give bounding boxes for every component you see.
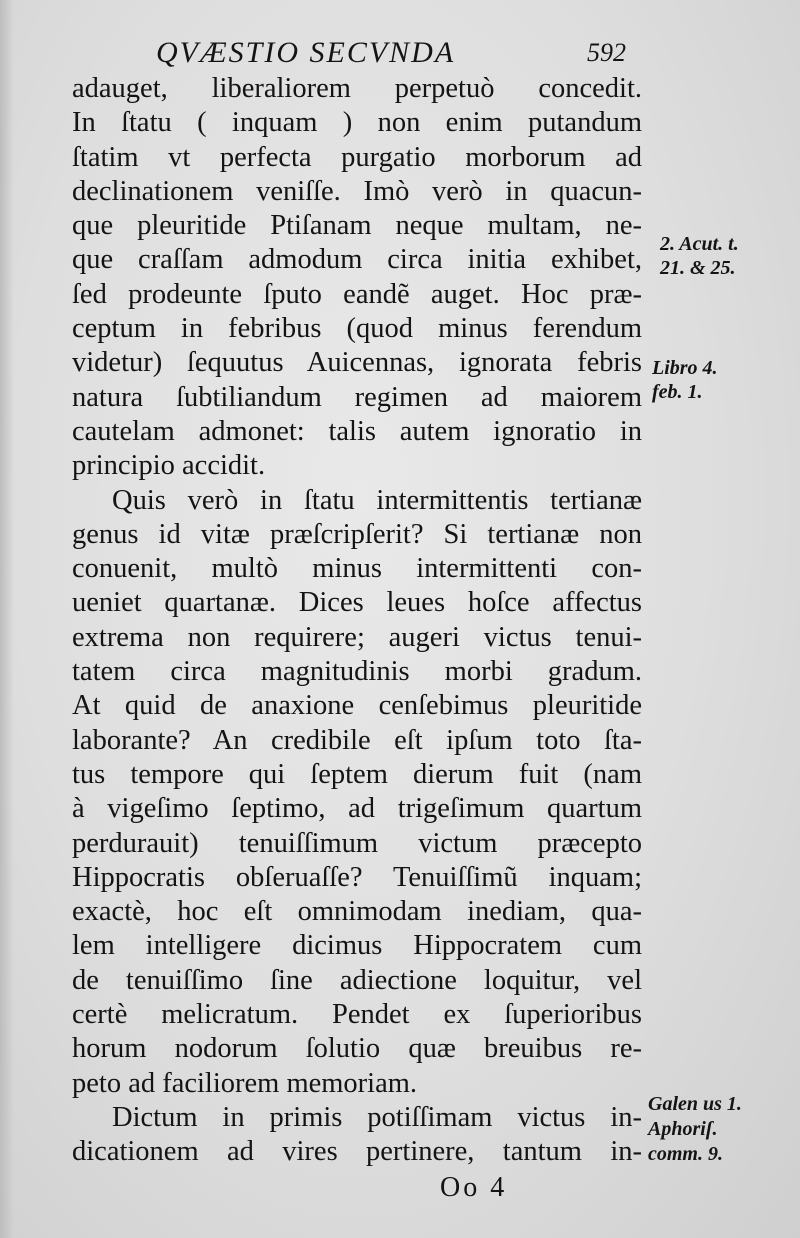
body-text: [72, 72, 642, 1170]
text-line: certè melicratum. Pendet ex ſuperioribus: [72, 999, 642, 1031]
text-line: cautelam admonet: talis autem ignoratio in: [72, 415, 642, 447]
margin-note-acut: [660, 232, 739, 280]
page-gutter-shadow: [0, 0, 14, 1238]
text-line: principio accidit.: [72, 450, 266, 482]
running-head: QVÆSTIO SECVNDA: [156, 36, 456, 69]
text-line: ſed prodeunte ſputo eandẽ auget. Hoc præ-: [72, 278, 642, 310]
text-line: que pleuritide Ptiſanam neque multam, ne-: [72, 210, 642, 242]
text-line: dicationem ad vires pertinere, tantum in-: [72, 1136, 642, 1168]
text-line: tatem circa magnitudinis morbi gradum.: [72, 656, 642, 688]
text-line: à vigeſimo ſeptimo, ad trigeſimum quartum: [72, 793, 642, 825]
text-line: laborante? An credibile eſt ipſum toto ſta-: [72, 724, 642, 756]
margin-note-line: Aphoriſ.: [648, 1118, 718, 1140]
text-line: videtur) ſequutus Auicennas, ignorata febris: [72, 347, 642, 379]
text-line: exactè, hoc eſt omnimodam inediam, qua-: [72, 896, 642, 928]
margin-note-libro: [652, 356, 718, 404]
signature-mark: Oo 4: [440, 1172, 508, 1203]
margin-note-line: 2. Acut. t.: [660, 233, 739, 255]
margin-note-galen: [648, 1092, 742, 1167]
text-line: que craſſam admodum circa initia exhibet,: [72, 244, 642, 276]
text-line: ueniet quartanæ. Dices leues hoſce affectus: [72, 587, 642, 619]
text-line: horum nodorum ſolutio quæ breuibus re-: [72, 1033, 642, 1065]
text-line: tus tempore qui ſeptem dierum fuit (nam: [72, 758, 642, 790]
page-number: 592: [587, 38, 626, 67]
text-line: adauget, liberaliorem perpetuò concedit.: [72, 73, 642, 104]
text-line: Hippocratis obſeruaſſe? Tenuiſſimũ inquam;: [72, 861, 642, 893]
text-line: ſtatim vt perfecta purgatio morborum ad: [72, 141, 642, 173]
margin-note-line: 21. & 25.: [660, 257, 736, 279]
text-line: natura ſubtiliandum regimen ad maiorem: [72, 381, 642, 413]
text-line: lem intelligere dicimus Hippocratem cum: [72, 930, 642, 962]
text-line: de tenuiſſimo ſine adiectione loquitur, vel: [72, 964, 642, 996]
text-line: In ſtatu ( inquam ) non enim putandum: [72, 107, 642, 139]
margin-note-line: comm. 9.: [648, 1143, 723, 1165]
margin-note-line: feb. 1.: [652, 381, 703, 403]
text-line: perdurauit) tenuiſſimum victum præcepto: [72, 827, 642, 859]
text-line: At quid de anaxione cenſebimus pleuritide: [72, 690, 642, 722]
text-line: ceptum in febribus (quod minus ferendum: [72, 313, 642, 345]
page-header: [156, 30, 626, 76]
text-line: peto ad faciliorem memoriam.: [72, 1067, 418, 1099]
margin-note-line: Libro 4.: [652, 357, 718, 379]
text-line: Quis verò in ſtatu intermittentis tertianæ: [112, 484, 642, 516]
text-line: conuenit, multò minus intermittenti con-: [72, 553, 642, 585]
margin-note-line: Galen us 1.: [648, 1093, 742, 1115]
text-line: Dictum in primis potiſſimam victus in-: [112, 1101, 642, 1133]
text-line: declinationem veniſſe. Imò verò in quacun-: [72, 175, 642, 207]
text-line: extrema non requirere; augeri victus tenui-: [72, 621, 642, 653]
text-line: genus id vitæ præſcripſerit? Si tertianæ non: [72, 518, 642, 550]
